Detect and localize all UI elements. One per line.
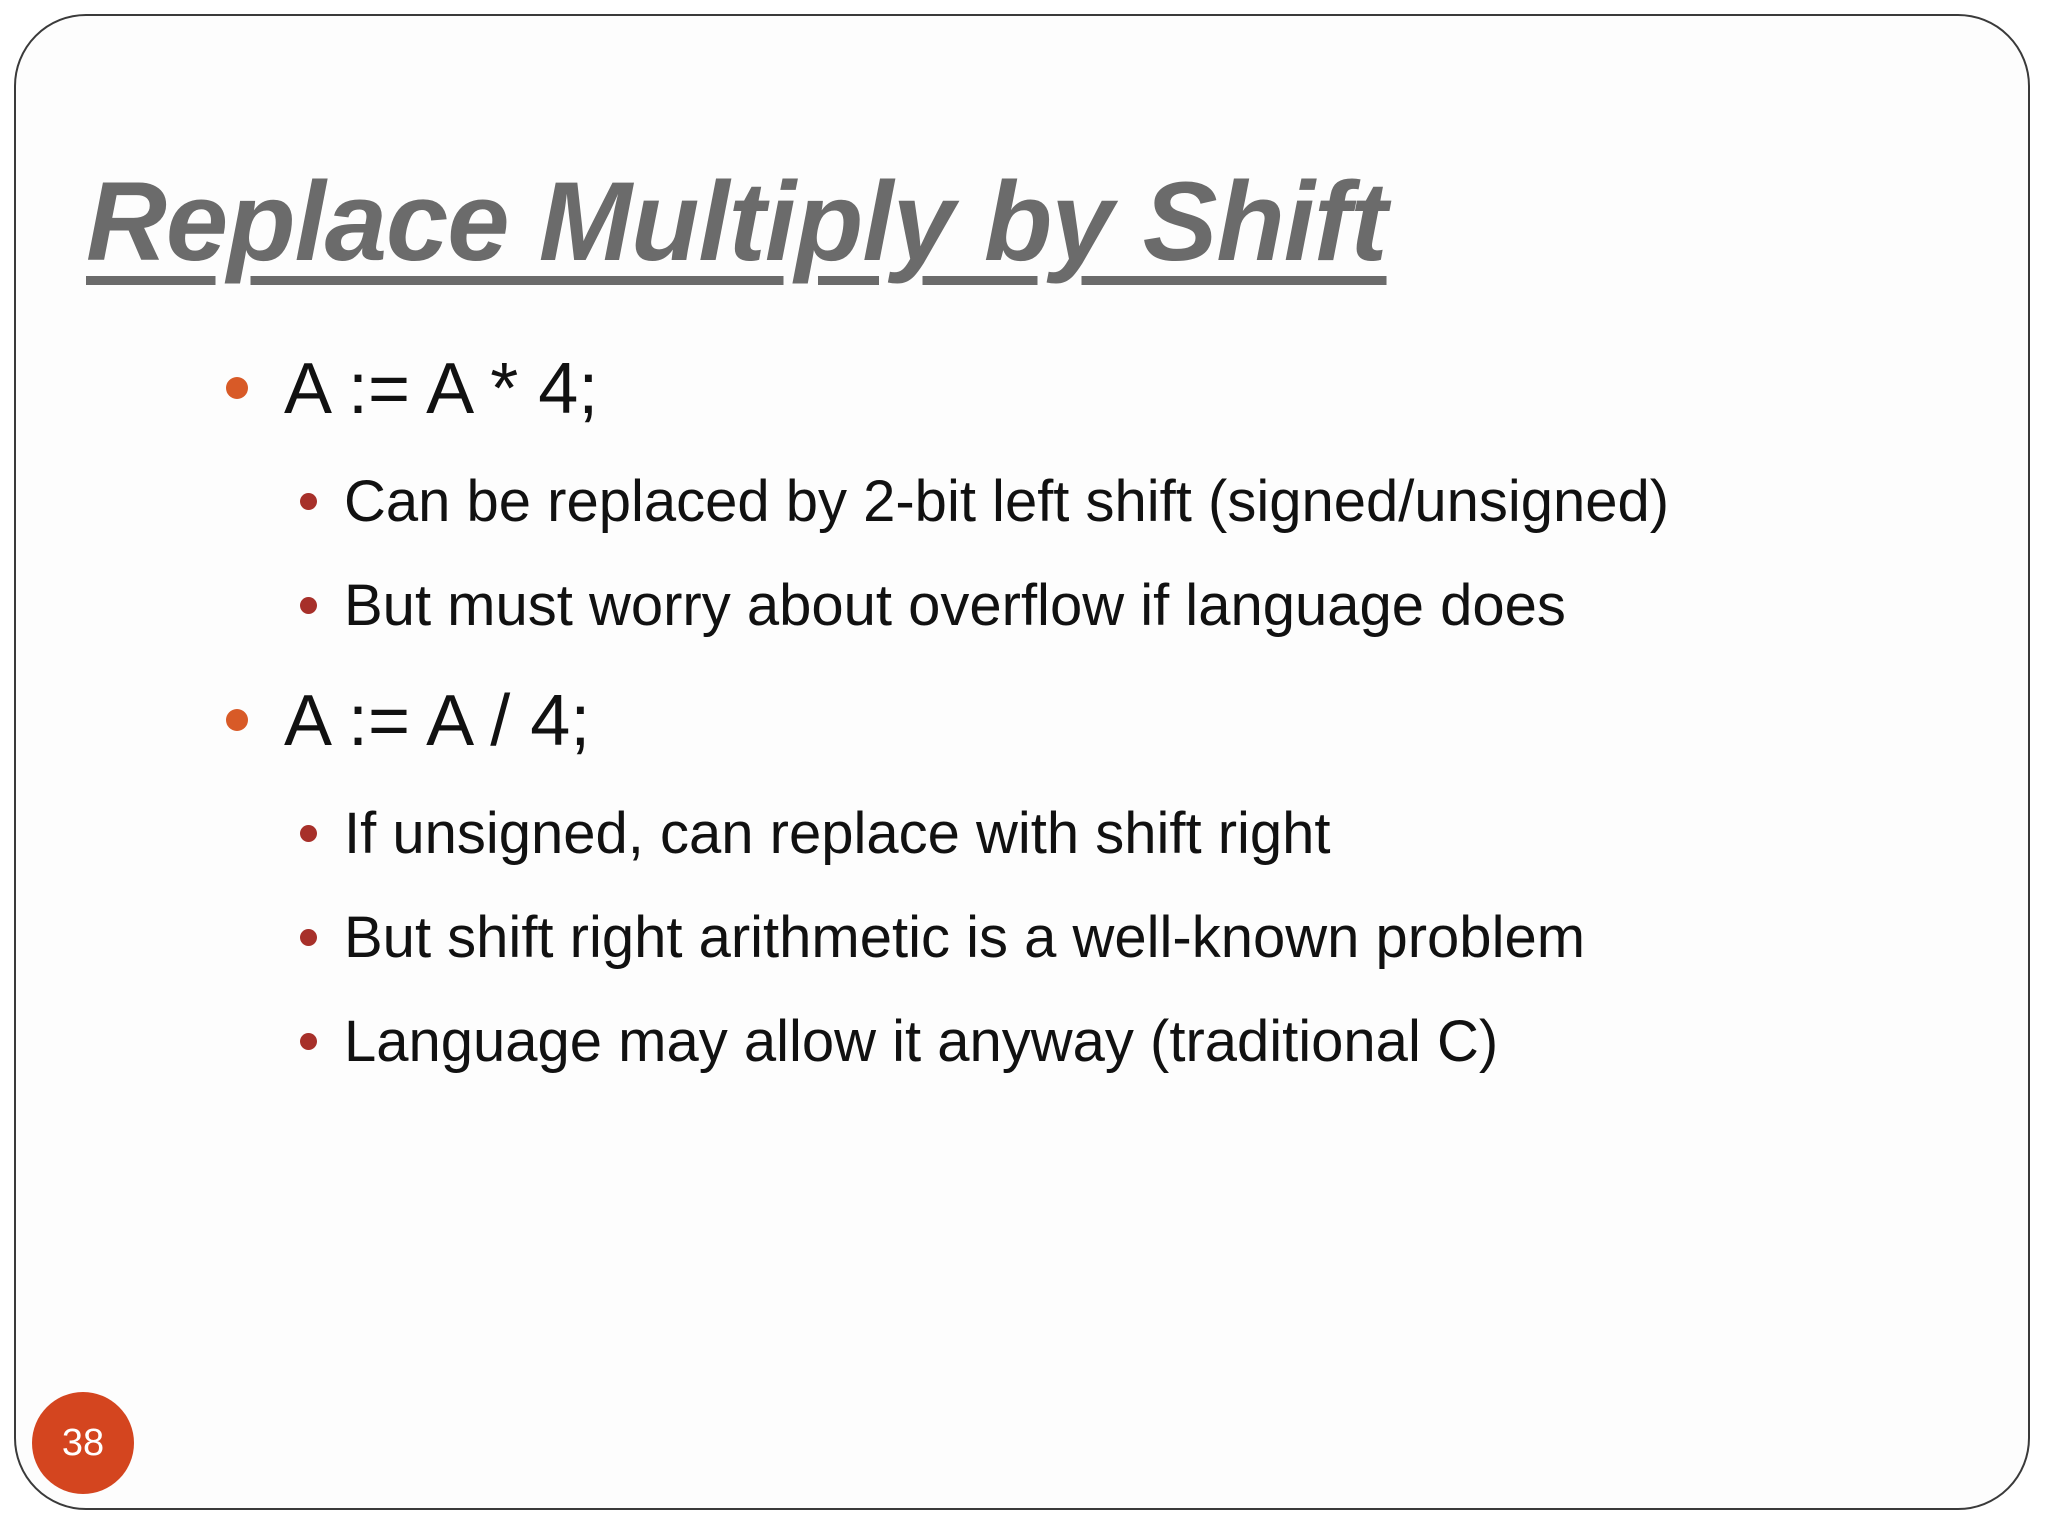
bullet-list [16,16,2028,1508]
sub-bullet-text: Can be replaced by 2-bit left shift (signed/unsigned) [344,469,1670,534]
sub-bullet-item [344,573,1566,639]
sub-bullet-dot-icon [300,825,317,842]
bullet-dot-icon [226,709,248,731]
sub-bullet-item [344,905,1585,971]
sub-bullet-text: But must worry about overflow if language does [344,573,1566,638]
sub-bullet-dot-icon [300,493,317,510]
slide [14,14,2030,1510]
page-number-badge: 38 [32,1392,134,1494]
sub-bullet-dot-icon [300,929,317,946]
bullet-item [284,349,598,429]
bullet-item [284,681,590,761]
sub-bullet-text: Language may allow it anyway (traditional C) [344,1009,1499,1074]
sub-bullet-dot-icon [300,597,317,614]
slide-title: Replace Multiply by Shift [86,159,1387,284]
sub-bullet-text: But shift right arithmetic is a well-known problem [344,905,1586,970]
sub-bullet-item [344,469,1669,535]
bullet-text: A := A * 4; [284,349,599,429]
sub-bullet-item [344,801,1331,867]
sub-bullet-item [344,1009,1498,1075]
bullet-text: A := A / 4; [284,681,591,761]
sub-bullet-dot-icon [300,1033,317,1050]
sub-bullet-text: If unsigned, can replace with shift right [344,801,1331,866]
bullet-dot-icon [226,377,248,399]
